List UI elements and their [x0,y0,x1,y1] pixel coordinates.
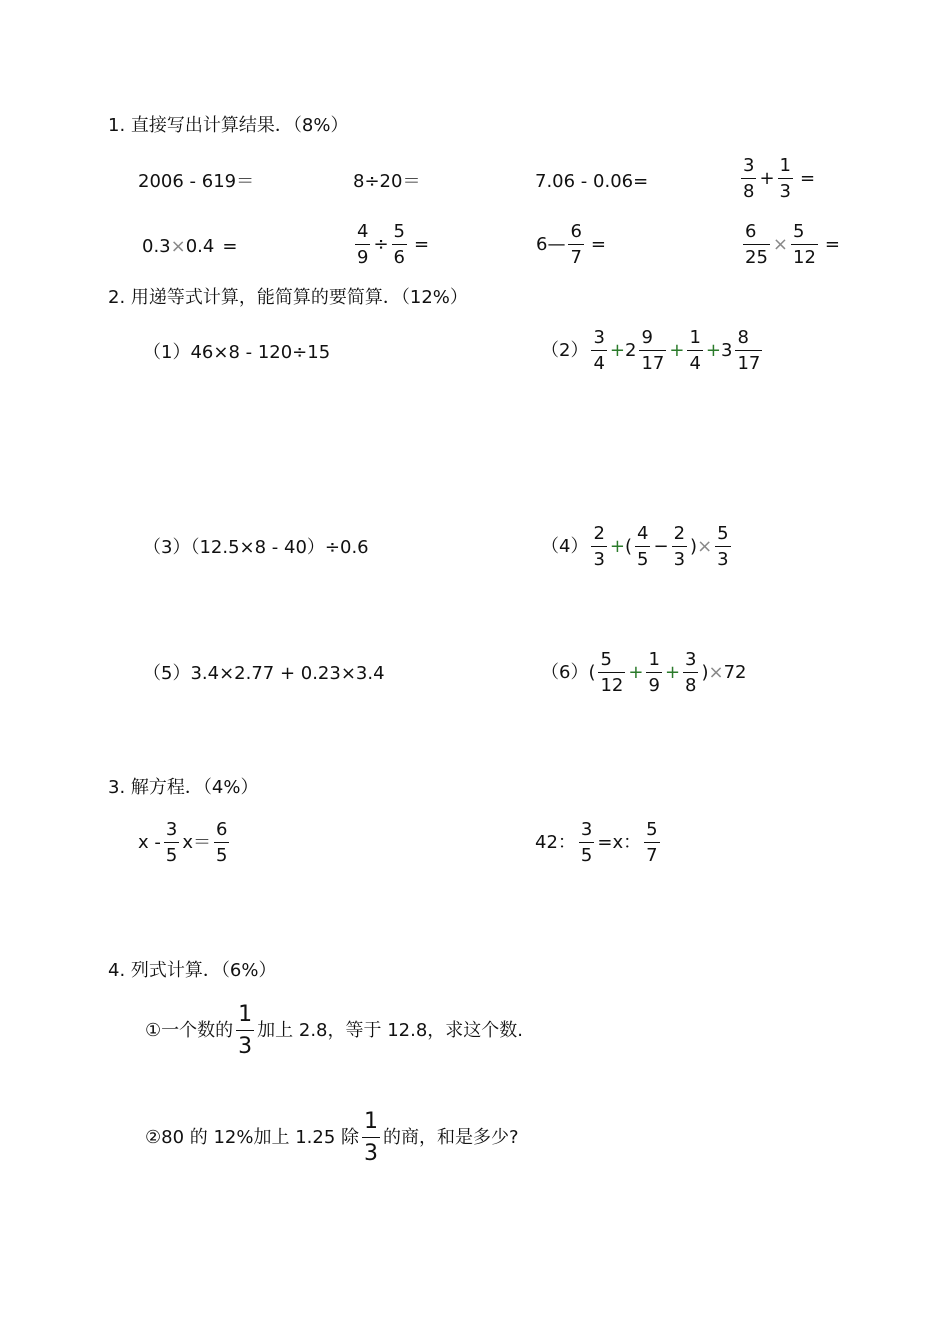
q4-statement-2: ②80 的 12%加上 1.25 除 $\frac{1}{3}$ 的商，和是多少? [145,1109,519,1166]
times-sign: × [697,536,713,557]
fraction: $\frac{1}{9}$ [648,649,660,696]
minus-sign: − [653,536,669,557]
q1-expr-6 [352,223,429,267]
equals-sign: = [590,234,606,255]
fraction: $\frac{5}{12}$ [793,221,816,268]
q4-heading: 4. 列式计算．（6%） [108,960,277,981]
q1-expr-7: 6— $\frac{6}{7}$ = [536,221,606,268]
fraction: $\frac{3}{5}$ [580,819,593,866]
q2-problem-3: （3）（12.5×8 - 40）÷0.6 [143,537,369,558]
fraction: $\frac{3}{8}$ [685,649,697,696]
fraction: $\frac{5}{6}$ [393,221,405,268]
q1-expr-3: 7.06 - 0.06= [535,171,649,192]
times-sign: × [708,662,724,683]
fraction: $\frac{4}{5}$ [637,523,649,570]
plus-sign: + [705,340,721,361]
q1-expr-5: 0.3 × 0.4 = [142,236,238,257]
plus-sign: + [628,662,644,683]
q2-problem-4: （4） $\frac{2}{3}$ + ( $\frac{4}{5}$ − $\frac{2}{3}$ ) × $\frac{5}{3}$ [541,523,729,570]
fraction: $\frac{6}{7}$ [570,221,582,268]
fraction: $\frac{1}{3}$ [364,1109,379,1166]
q3-equation-1: x - $\frac{3}{5}$ x＝ $\frac{6}{5}$ [138,819,228,866]
q1-expr-4 [738,157,815,201]
equals-sign: = [800,168,816,189]
fraction: $\frac{2}{3}$ [673,523,686,570]
q2-problem-2: （2） $\frac{3}{4}$ + 2 $\frac{9}{17}$ + $\frac{1}{4}$ + 3 $\frac{8}{17}$ [541,327,761,374]
q1-expr-2: 8÷20＝ [353,171,421,192]
fraction: $\frac{6}{5}$ [215,819,228,866]
q2-problem-5: （5）3.4×2.77 + 0.23×3.4 [143,663,385,684]
plus-sign: + [664,662,681,683]
plus-sign: + [669,340,685,361]
plus-sign: + [609,536,625,557]
fraction: $\frac{3}{8}$ [743,155,755,202]
fraction: $\frac{5}{12}$ [600,649,624,696]
q4-statement-1: ①一个数的 $\frac{1}{3}$ 加上 2.8，等于 12.8，求这个数. [145,1002,524,1059]
q3-heading: 3. 解方程．（4%） [108,777,259,798]
fraction: $\frac{3}{5}$ [165,819,178,866]
fraction: $\frac{2}{3}$ [593,523,605,570]
fraction: $\frac{4}{9}$ [357,221,369,268]
plus-sign: + [609,340,625,361]
equals-sign: = [414,234,430,255]
fraction: $\frac{1}{3}$ [238,1002,253,1059]
times-sign: × [772,234,788,255]
q3-equation-2: 42： $\frac{3}{5}$ =x： $\frac{5}{7}$ [535,819,658,866]
q1-expr-1: 2006 - 619＝ [138,171,255,192]
fraction: $\frac{6}{25}$ [745,221,768,268]
q2-heading: 2. 用递等式计算，能简算的要简算．（12%） [108,287,468,308]
q2-problem-6: （6） ( $\frac{5}{12}$ + $\frac{1}{9}$ + $\frac{3}{8}$ ) × 72 [541,649,747,696]
plus-sign: + [759,168,775,189]
fraction: $\frac{5}{3}$ [717,523,729,570]
times-sign: × [170,236,186,257]
equals-sign: = [824,234,840,255]
fraction: $\frac{8}{17}$ [737,327,761,374]
divide-sign: ÷ [373,234,389,255]
fraction: $\frac{1}{3}$ [779,155,791,202]
fraction: $\frac{1}{4}$ [689,327,701,374]
q2-problem-1: （1）46×8 - 120÷15 [143,342,331,363]
q1-heading: 1. 直接写出计算结果．（8%） [108,115,349,136]
fraction: $\frac{5}{7}$ [646,819,658,866]
fraction: $\frac{9}{17}$ [641,327,665,374]
q1-expr-8 [740,223,840,267]
equals-sign: = [222,236,238,257]
fraction: $\frac{3}{4}$ [593,327,605,374]
